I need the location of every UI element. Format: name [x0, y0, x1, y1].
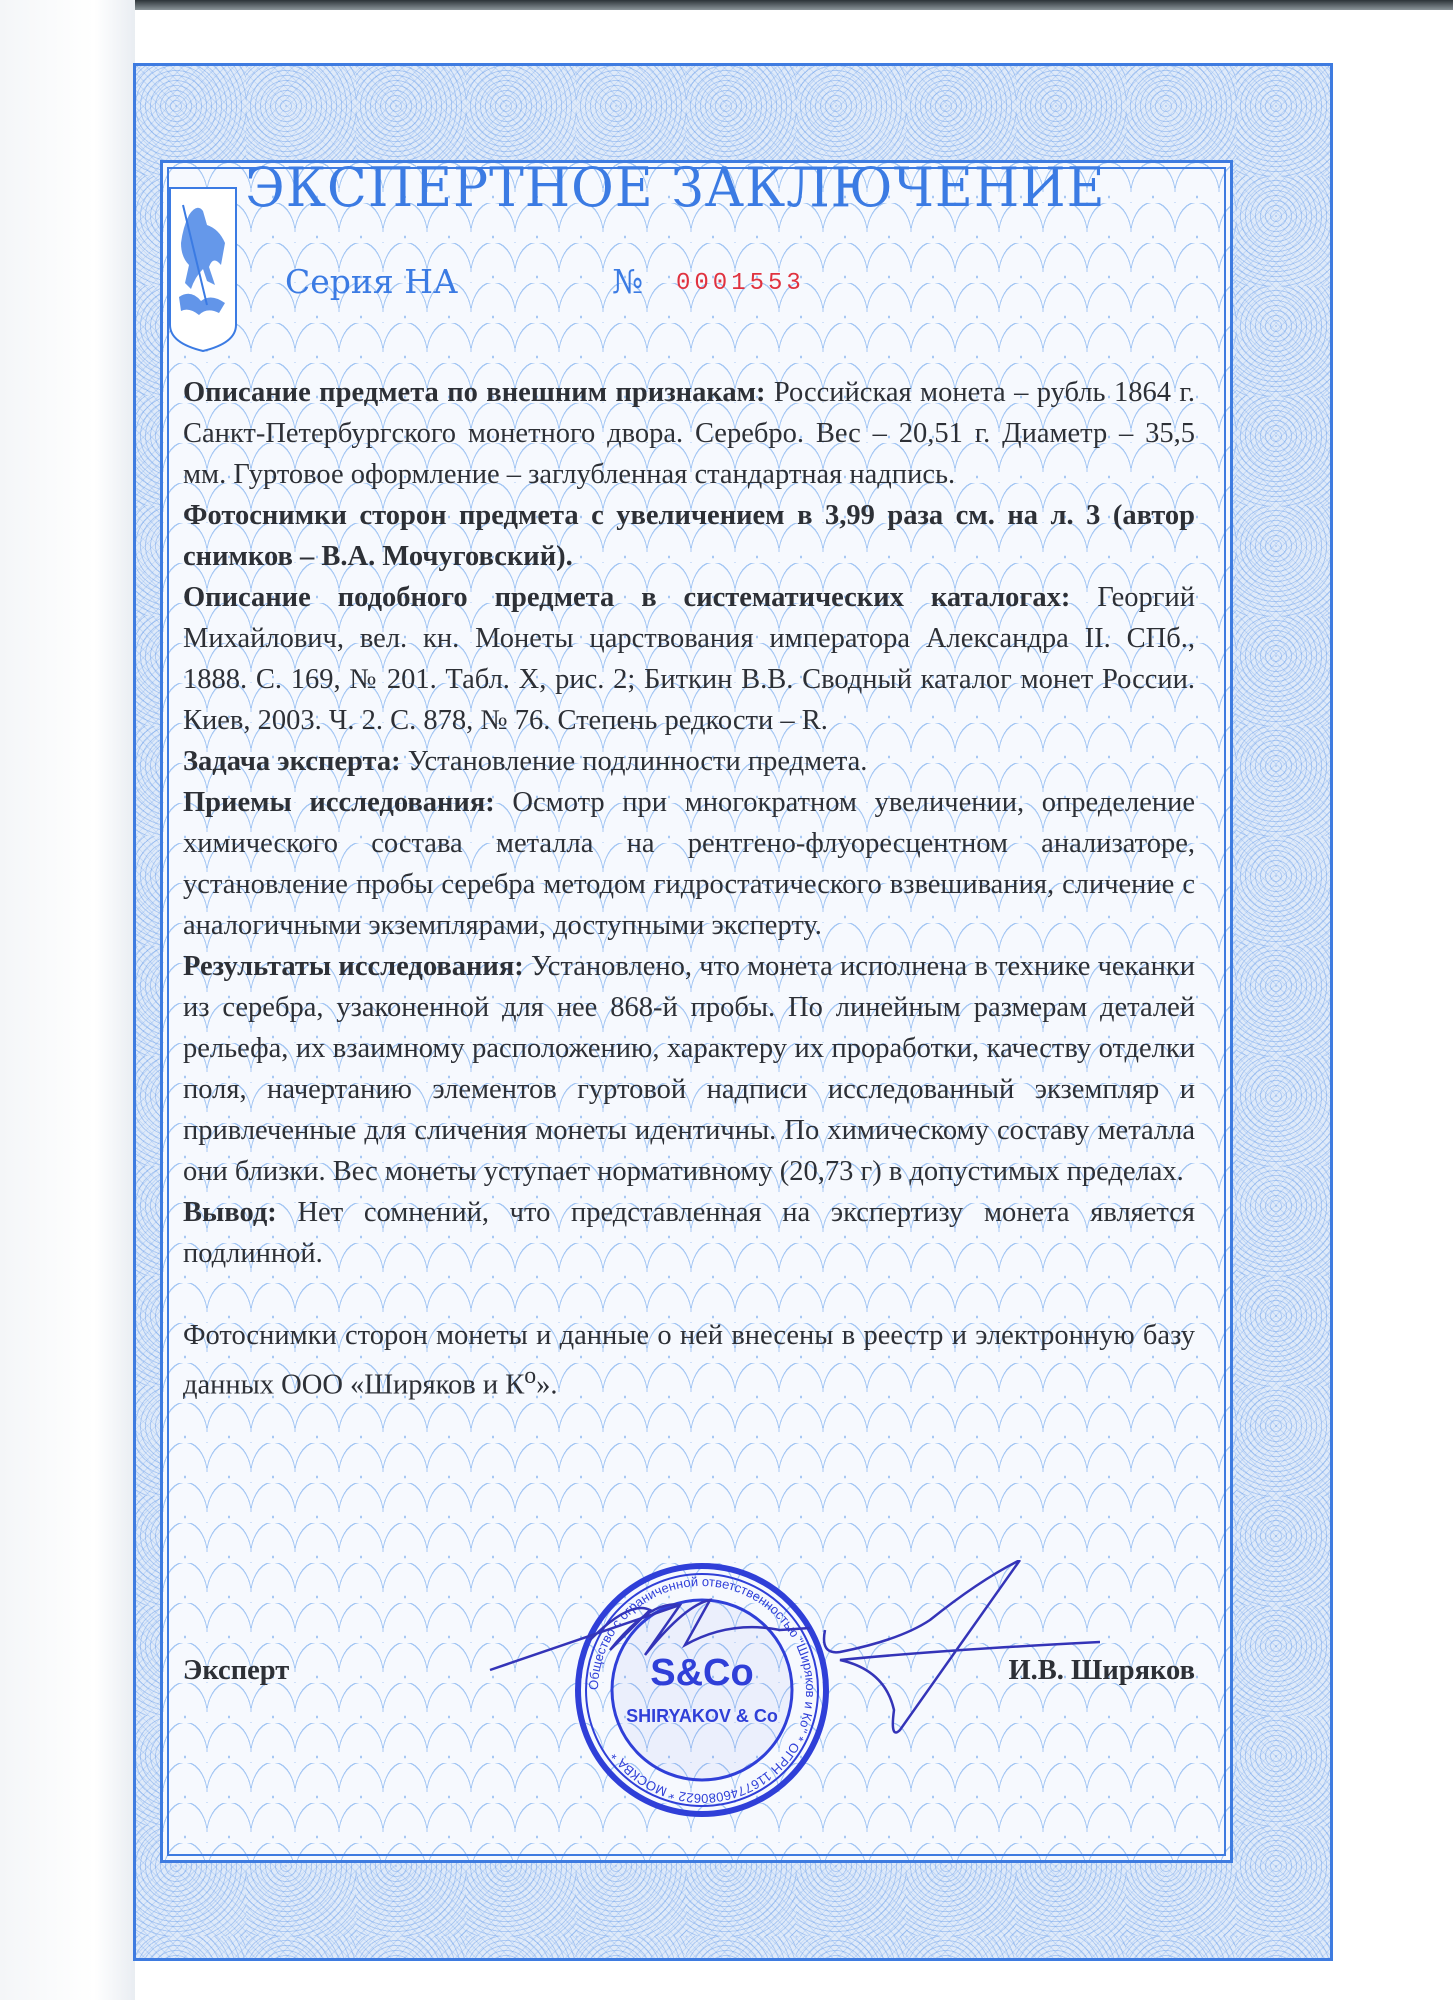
registry-note-superscript: о	[524, 1363, 537, 1389]
section-text: Установлено, что монета исполнена в технике чеканки из серебра, узаконенной для нее 868-й пробы. По линейным размерам деталей рельефа, их взаимному расположению, характеру их проработки, качеству отделки поля, начертанию элементов гуртовой надписи исследованный экземпляр и привлеченные для сличения монеты идентичны. По химическому составу металла они близки. Вес монеты уступает нормативному (20,73 г) в допустимых пределах.	[183, 951, 1196, 1187]
handwritten-signature	[480, 1560, 1100, 1780]
document-title: ЭКСПЕРТНОЕ ЗАКЛЮЧЕНИЕ	[245, 156, 1106, 220]
scan-top-edge	[0, 0, 1453, 10]
section-expert-task	[183, 741, 1195, 782]
stamp-ring-text: Общество с ограниченной ответственностью "Ширяков и Ко" * ОГРН 1167746080622 * МОСКВА *	[585, 1573, 819, 1807]
registry-note-tail: ».	[536, 1369, 558, 1401]
section-label: Фотоснимки сторон предмета с увеличением в 3,99 раза см. на л. 3 (автор снимков – В.А. Мочуговский).	[183, 500, 1195, 572]
section-methods	[183, 782, 1195, 946]
section-label: Задача эксперта:	[183, 746, 401, 777]
section-label: Описание подобного предмета в систематических каталогах:	[183, 582, 1071, 613]
expert-name: И.В. Ширяков	[1008, 1655, 1195, 1686]
expert-label: Эксперт	[183, 1655, 290, 1686]
section-catalog-references	[183, 577, 1195, 741]
section-text: Российская монета – рубль 1864 г. Санкт-Петербургского монетного двора. Серебро. Вес – 20,51 г. Диаметр – 35,5 мм. Гуртовое оформление – заглубленная стандартная надпись.	[183, 377, 1195, 490]
registry-note	[183, 1315, 1195, 1406]
certificate-body	[183, 372, 1195, 1406]
section-text: Нет сомнений, что представленная на экспертизу монета является подлинной.	[183, 1197, 1195, 1269]
section-conclusion	[183, 1192, 1195, 1274]
stamp-logo: S&Co	[650, 1652, 754, 1694]
section-label: Результаты исследования:	[183, 951, 524, 982]
section-external-description	[183, 372, 1195, 495]
section-photos	[183, 495, 1195, 577]
registry-note-text: Фотоснимки сторон монеты и данные о ней внесены в реестр и электронную базу данных ООО «Ширяков и К	[183, 1320, 1195, 1401]
section-text: Георгий Михайлович, вел. кн. Монеты царствования императора Александра II. СПб., 1888. С. 169, № 201. Табл. X, рис. 2; Биткин В.В. Сводный каталог монет России. Киев, 2003. Ч. 2. С. 878, № 76. Степень редкости – R.	[183, 582, 1195, 736]
book-spine-left-page	[0, 0, 135, 2000]
moscow-coat-of-arms-icon	[167, 185, 239, 355]
number-label: №	[612, 262, 644, 301]
section-text: Осмотр при многократном увеличении, определение химического состава металла на рентгено-флуоресцентном анализаторе, установление пробы серебра методом гидростатического взвешивания, сличение с аналогичными экземплярами, доступными эксперту.	[183, 787, 1196, 941]
stamp-center-text: SHIRYAKOV & Co	[626, 1706, 778, 1726]
serial-number: 0001553	[676, 270, 805, 297]
section-label: Вывод:	[183, 1197, 277, 1228]
section-label: Описание предмета по внешним признакам:	[183, 377, 766, 408]
section-text: Установление подлинности предмета.	[400, 746, 868, 777]
section-label: Приемы исследования:	[183, 787, 495, 818]
section-results	[183, 946, 1195, 1192]
series-label: Серия НА	[285, 262, 458, 301]
